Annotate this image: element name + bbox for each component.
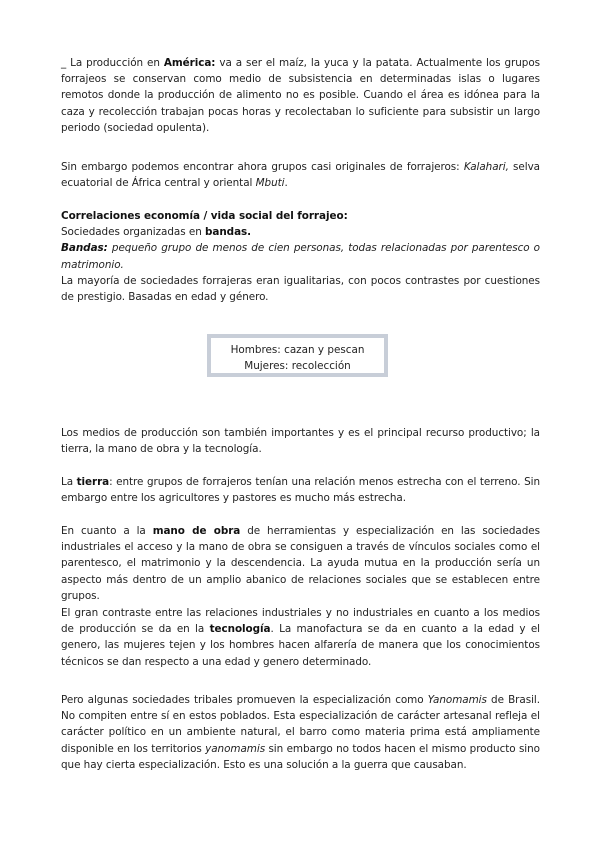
paragraph-forrajeros (61, 159, 540, 191)
bold-term-tierra: tierra (76, 476, 110, 488)
text: selva ecuatorial de África central y oriental (61, 161, 540, 190)
paragraph-tierra (61, 474, 540, 506)
text: El gran contraste entre las relaciones industriales y no industriales en cuanto a los medios de producción se da en la (61, 607, 540, 636)
text: . La manofactura se da en cuanto a la edad y el genero, las mujeres tejen y los hombres hacen alfarería de manera que los conocimientos técnicos se dan respecto a una edad y genero determinado. (61, 623, 540, 668)
italic-yanomamis: Yanomamis (427, 694, 487, 706)
text: sin embargo no todos hacen el mismo producto sino que hay cierta especialización. Esto es una solución a la guerra que causaban. (61, 742, 540, 771)
paragraph-especializacion (61, 692, 540, 773)
paragraph-mano-de-obra (61, 523, 540, 604)
section-correlaciones (61, 208, 540, 305)
line-igualitarias: La mayoría de sociedades forrajeras eran igualitarias, con pocos contrastes por cuestiones de prestigio. Basadas en edad y género. (61, 274, 540, 304)
text: Sin embargo podemos encontrar ahora grupos casi originales de forrajeros: (61, 161, 464, 173)
text: de Brasil. No compiten entre sí en estos poblados. Esta especialización de carácter artesanal refleja el carácter político en un ambiente natural, el barro como materia prima está ampliamente disponible en los territorios (61, 694, 540, 755)
text: Sociedades organizadas en (61, 226, 205, 239)
italic-definition: pequeño grupo de menos de cien personas, todas relacionadas por parentesco o matrimonio. (61, 242, 540, 271)
text: . (284, 177, 288, 190)
text: _ La producción en (61, 57, 164, 69)
bold-italic-term-bandas: Bandas: (61, 242, 108, 255)
paragraph-medios-produccion: Los medios de producción son también importantes y es el principal recurso productivo; la tierra, la mano de obra y la tecnología. (61, 427, 540, 456)
text: : entre grupos de forrajeros tenían una relación menos estrecha con el terreno. Sin embargo entre los agricultores y pastores es mucho más estrecha. (61, 476, 540, 505)
text: va a ser el maíz, la yuca y la patata. Actualmente los grupos forrajeos se conservan como medio de subsistencia en determinadas islas o lugares remotos donde la producción de alimento no es posible. Cuando el área es idónea para la caza y recolección trabajan pocas horas y recolectaban lo suficiente para subsistir un largo periodo (sociedad opulenta). (61, 57, 540, 134)
box-line-mujeres: Mujeres: recolección (244, 360, 351, 372)
text: La (61, 476, 77, 488)
paragraph-america (61, 55, 540, 136)
paragraph-tecnologia (61, 605, 540, 670)
line-bandas-definition (61, 240, 540, 272)
italic-yanomamis-lower: yanomamis (205, 742, 266, 755)
bold-term-bandas: bandas. (204, 226, 252, 239)
heading-text: Correlaciones economía / vida social del forrajeo: (61, 210, 348, 222)
box-line-hombres: Hombres: cazan y pescan (230, 344, 365, 356)
highlight-box (207, 334, 388, 377)
text: Pero algunas sociedades tribales promueven la especialización como (61, 694, 428, 706)
section-heading (61, 208, 540, 224)
bold-term-mano-de-obra: mano de obra (152, 525, 241, 537)
line-sociedades (61, 224, 540, 240)
bold-term-tecnologia: tecnología (209, 623, 271, 636)
italic-mbuti: Mbuti (255, 177, 285, 190)
text: de herramientas y especialización en las sociedades industriales el acceso y la mano de obra se consiguen a través de vínculos sociales como el parentesco, el matrimonio y la descendencia. La ayuda mutua en la producción sería un aspecto más dentro de un amplio abanico de relaciones sociales que se establecen entre grupos. (61, 525, 540, 602)
italic-kalahari: Kalahari, (463, 161, 509, 173)
bold-term-america: América: (163, 57, 216, 69)
text: En cuanto a la (61, 525, 153, 537)
